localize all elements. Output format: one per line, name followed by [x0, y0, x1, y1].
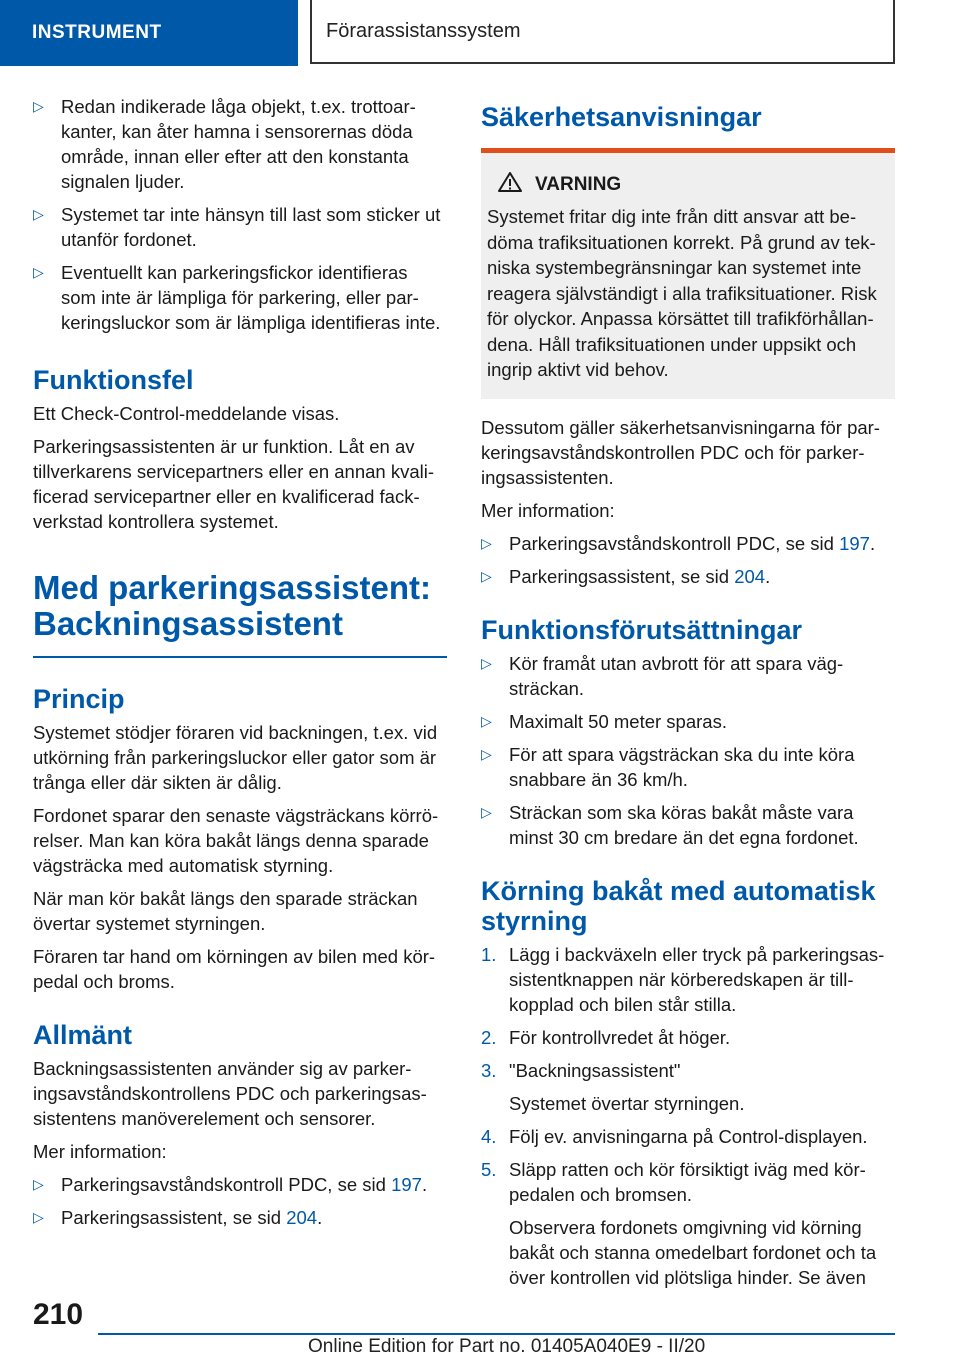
main-heading-line2: Backningsassistent	[33, 605, 343, 642]
triangle-bullet-icon: ▷	[481, 745, 492, 762]
warning-triangle-icon	[497, 171, 523, 198]
list-item: ▷ För att spara vägsträckan ska du inte köra snabbare än 36 km/h.	[481, 743, 855, 790]
reference-list	[33, 1172, 447, 1230]
list-item: ▷ Kör framåt utan avbrott för att spara väg-sträckan.	[481, 652, 844, 699]
heading-funktionsforutsattningar: Funktionsförutsättningar	[481, 614, 802, 645]
heading-allmant: Allmänt	[33, 1020, 133, 1050]
page-link-204[interactable]: 204	[286, 1207, 318, 1228]
paragraph: Backningsassistenten använder sig av parker-ingsavståndskontrollens PDC och parkeringsas-sistentens manöverelement och sensorer.	[33, 1058, 427, 1129]
bullet-list-top	[33, 94, 447, 335]
paragraph: Föraren tar hand om körningen av bilen med kör-pedal och broms.	[33, 946, 436, 992]
triangle-bullet-icon: ▷	[481, 712, 492, 729]
section-tab	[0, 0, 298, 66]
paragraph: Ett Check-Control-meddelande visas.	[33, 403, 340, 424]
chapter-title: Förarassistanssystem	[326, 19, 521, 42]
triangle-bullet-icon: ▷	[33, 1176, 44, 1192]
list-item: ▷ Parkeringsassistent, se sid 204.	[33, 1207, 323, 1228]
section-label: INSTRUMENT	[32, 22, 162, 43]
paragraph: Fordonet sparar den senaste vägsträckans körrö-relser. Man kan köra bakåt längs denna sparade vägsträcka med automatisk styrning.	[33, 805, 439, 876]
heading-line1: Körning bakåt med automatisk	[481, 875, 876, 906]
step-item: 5. Släpp ratten och kör försiktigt iväg med kör-pedalen och bromsen. Observera fordonets omgivning vid körning bakåt och stanna omedelbart fordonet och ta över kontrollen vid plötsliga hinder. Se även	[481, 1157, 895, 1290]
paragraph: Dessutom gäller säkerhetsanvisningarna för par-keringsavståndskontrollen PDC och för parker-ingsassistenten.	[481, 416, 880, 488]
heading-korning-bakat	[481, 876, 895, 936]
footer-divider	[98, 1333, 895, 1335]
triangle-bullet-icon: ▷	[33, 1209, 44, 1225]
page-link-197[interactable]: 197	[391, 1174, 422, 1195]
step-number: 4.	[481, 1125, 497, 1147]
footer-edition: Online Edition for Part no. 01405A040E9 - II/20	[308, 1336, 706, 1357]
list-item: ▷ Redan indikerade låga objekt, t.ex. trottoar-kanter, kan åter hamna i sensorernas döda område, innan eller efter att den konstanta signalen ljuder.	[33, 96, 416, 192]
warning-title: VARNING	[535, 173, 622, 195]
triangle-bullet-icon: ▷	[481, 534, 492, 551]
heading-sakerhetsanvisningar: Säkerhetsanvisningar	[481, 102, 762, 132]
list-item: ▷ Parkeringsavståndskontroll PDC, se sid 197.	[33, 1174, 428, 1195]
heading-princip: Princip	[33, 684, 125, 714]
triangle-bullet-icon: ▷	[481, 567, 492, 584]
list-item: ▷ Sträckan som ska köras bakåt måste vara minst 30 cm bredare än det egna fordonet.	[481, 801, 859, 848]
page-link-197[interactable]: 197	[839, 532, 870, 554]
steps-list	[481, 942, 895, 1290]
main-heading-line1: Med parkeringsassistent:	[33, 569, 431, 606]
triangle-bullet-icon: ▷	[33, 206, 44, 222]
paragraph: Mer information:	[481, 499, 615, 521]
list-item: ▷ Systemet tar inte hänsyn till last som sticker ut utanför fordonet.	[33, 204, 441, 250]
heading-line2: styrning	[481, 905, 588, 936]
step-number: 1.	[481, 943, 497, 965]
requirements-list	[481, 651, 895, 850]
reference-list	[481, 531, 895, 589]
chapter-title-box	[310, 0, 895, 64]
step-subtext: Observera fordonets omgivning vid körning bakåt och stanna omedelbart fordonet och ta över kontrollen vid plötsliga hinder. Se även	[509, 1216, 877, 1288]
left-column	[33, 94, 447, 1238]
paragraph: Systemet stödjer föraren vid backningen, t.ex. vid utkörning från parkeringsluckor eller gator som är trånga eller där sikten är dålig.	[33, 722, 438, 793]
step-item: 1. Lägg i backväxeln eller tryck på parkeringsas-sistentknappen när körberedskapen är till-kopplad och bilen står stilla.	[481, 943, 885, 1015]
heading-funktionsfel: Funktionsfel	[33, 365, 194, 395]
list-item: ▷ Maximalt 50 meter sparas.	[481, 710, 727, 732]
paragraph: När man kör bakåt längs den sparade sträckan övertar systemet styrningen.	[33, 888, 418, 934]
step-number: 3.	[481, 1059, 497, 1081]
warning-header	[487, 171, 887, 198]
triangle-bullet-icon: ▷	[481, 803, 492, 820]
warning-box	[481, 148, 895, 399]
main-heading	[33, 570, 447, 642]
paragraph: Parkeringsassistenten är ur funktion. Låt en av tillverkarens servicepartners eller en annan kvali-ficerad servicepartner eller en kvalificerad fack-verkstad kontrollera systemet.	[33, 436, 435, 532]
triangle-bullet-icon: ▷	[481, 654, 492, 671]
list-item: ▷ Eventuellt kan parkeringsfickor identifieras som inte är lämpliga för parkering, eller par-keringsluckor som är lämpliga identifieras inte.	[33, 262, 441, 333]
page-number: 210	[33, 1298, 84, 1331]
step-subtext: Systemet övertar styrningen.	[509, 1092, 745, 1114]
heading-divider	[33, 656, 447, 658]
triangle-bullet-icon: ▷	[33, 98, 44, 114]
paragraph: Mer information:	[33, 1141, 167, 1162]
step-item: 3. "Backningsassistent" Systemet övertar styrningen.	[481, 1058, 895, 1116]
step-item: 4. Följ ev. anvisningarna på Control-displayen.	[481, 1125, 868, 1147]
warning-text: Systemet fritar dig inte från ditt ansvar att be-döma trafiksituationen korrekt. På grund av tek-niska systembegränsningar kan systemet inte reagera självständigt i alla trafiksituationer. Risk för olyckor. Anpassa körsättet till trafikförhållan-dena. Håll trafiksituationen under uppsikt och ingrip aktivt vid behov.	[487, 206, 877, 380]
page-link-204[interactable]: 204	[734, 565, 766, 587]
step-item: 2. För kontrollvredet åt höger.	[481, 1026, 731, 1048]
page-header	[0, 0, 960, 66]
step-number: 2.	[481, 1026, 497, 1048]
step-number: 5.	[481, 1158, 497, 1180]
list-item: ▷ Parkeringsassistent, se sid 204.	[481, 565, 771, 587]
list-item: ▷ Parkeringsavståndskontroll PDC, se sid 197.	[481, 532, 876, 554]
right-column	[481, 94, 895, 1298]
triangle-bullet-icon: ▷	[33, 264, 44, 280]
